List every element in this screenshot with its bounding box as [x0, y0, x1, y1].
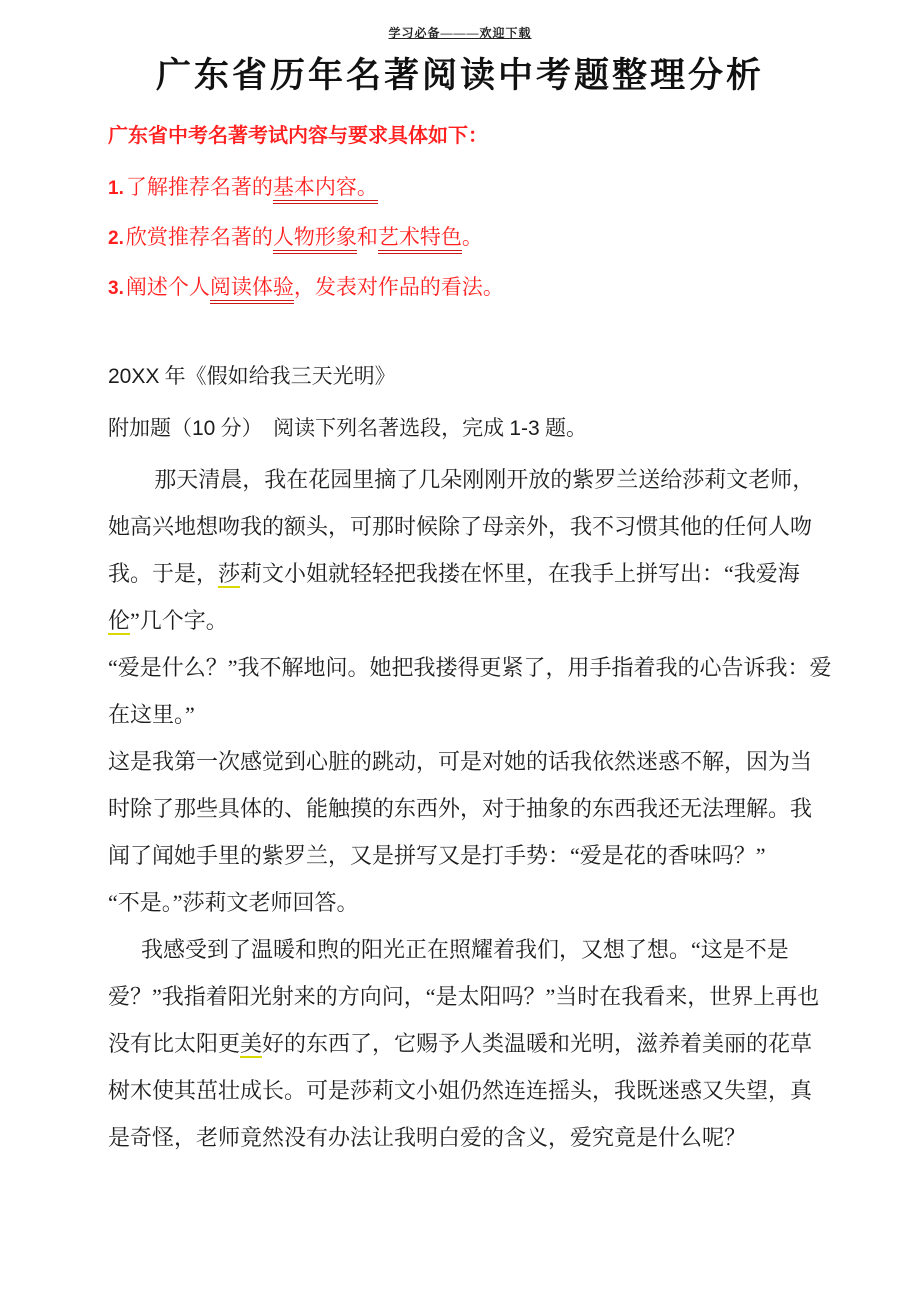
text-segment: 题。: [539, 416, 587, 440]
passage-line: [108, 973, 868, 1020]
text-segment: 20XX: [108, 365, 160, 388]
text-segment: 莉文小姐就轻轻把我搂在怀里，在我手上拼写出：“我爱海: [240, 561, 800, 586]
text-segment: 这是我第一次感觉到心脏的跳动，可是对她的话我依然迷惑不解，因为当: [108, 749, 813, 774]
text-segment: 好的东西了，它赐予人类温暖和光明，滋养着美丽的花草: [262, 1031, 813, 1056]
requirement-item: [108, 172, 828, 204]
requirement-item: [108, 272, 828, 304]
passage-line: [108, 832, 868, 879]
requirements-section: [108, 122, 828, 304]
text-segment: “不是。”莎莉文老师回答。: [108, 890, 359, 915]
passage-text: [108, 456, 868, 1161]
text-segment: 1-3: [509, 417, 540, 440]
requirement-item: [108, 222, 828, 254]
spellcheck-marked-text: 伦: [108, 608, 131, 633]
item-number: 2.: [108, 228, 124, 249]
passage-line: [108, 1067, 868, 1114]
spellcheck-marked-text: 美: [240, 1031, 263, 1056]
section-year-line: [108, 360, 396, 390]
text-segment: 在这里。”: [108, 702, 195, 727]
passage-line: [108, 926, 868, 973]
item-number: 3.: [108, 278, 124, 299]
text-segment: 欣赏推荐名著的: [125, 225, 273, 249]
passage-line: [108, 785, 868, 832]
underlined-text: 艺术特色: [378, 225, 462, 254]
passage-line: [108, 644, 868, 691]
text-segment: 。: [461, 225, 483, 249]
passage-line: [108, 550, 868, 597]
underlined-text: 基本内容。: [273, 175, 378, 204]
text-segment: 我感受到了温暖和煦的阳光正在照耀着我们，又想了想。“这是不是: [141, 937, 789, 962]
text-segment: 阐述个人: [125, 275, 210, 299]
text-segment: 没有比太阳更: [108, 1031, 241, 1056]
passage-line: [108, 879, 868, 926]
passage-line: [108, 738, 868, 785]
passage-line: [108, 456, 868, 503]
text-segment: 和: [356, 225, 378, 249]
text-segment: ，发表对作品的看法。: [293, 275, 504, 299]
text-segment: 爱？”我指着阳光射来的方向问，“是太阳吗？”当时在我看来，世界上再也: [108, 984, 820, 1009]
passage-line: [108, 1114, 868, 1161]
text-segment: 是奇怪，老师竟然没有办法让我明白爱的含义，爱究竟是什么呢？: [108, 1125, 747, 1150]
text-segment: 分） 阅读下列名著选段，完成: [215, 416, 510, 440]
text-segment: “爱是什么？”我不解地问。她把我搂得更紧了，用手指着我的心告诉我：爱: [108, 655, 832, 680]
passage-line: [108, 691, 868, 738]
underlined-text: 阅读体验: [210, 275, 294, 304]
text-segment: 树木使其茁壮成长。可是莎莉文小姐仍然连连摇头，我既迷惑又失望，真: [108, 1078, 813, 1103]
text-segment: ”几个字。: [130, 608, 228, 633]
passage-line: [108, 597, 868, 644]
header-note: 学习必备———欢迎下载: [388, 26, 532, 40]
page-title: 广东省历年名著阅读中考题整理分析: [155, 56, 764, 95]
text-segment: 闻了闻她手里的紫罗兰，又是拼写又是打手势：“爱是花的香味吗？”: [108, 843, 766, 868]
text-segment: 附加题（: [108, 416, 192, 440]
section-question-line: [108, 412, 587, 442]
text-segment: 那天清晨，我在花园里摘了几朵刚刚开放的紫罗兰送给莎莉文老师，: [154, 467, 815, 492]
text-segment: 年《假如给我三天光明》: [159, 364, 396, 388]
passage-line: [108, 1020, 868, 1067]
underlined-text: 人物形象: [273, 225, 357, 254]
requirements-heading: 广东省中考名著考试内容与要求具体如下：: [108, 125, 488, 147]
requirements-list: [108, 172, 828, 304]
text-segment: 我。于是，: [108, 561, 219, 586]
item-number: 1.: [108, 178, 124, 199]
text-segment: 10: [192, 417, 216, 440]
text-segment: 了解推荐名著的: [125, 175, 273, 199]
text-segment: 她高兴地想吻我的额头，可那时候除了母亲外，我不习惯其他的任何人吻: [108, 514, 813, 539]
text-segment: 时除了那些具体的、能触摸的东西外，对于抽象的东西我还无法理解。我: [108, 796, 813, 821]
passage-line: [108, 503, 868, 550]
spellcheck-marked-text: 莎: [218, 561, 241, 586]
